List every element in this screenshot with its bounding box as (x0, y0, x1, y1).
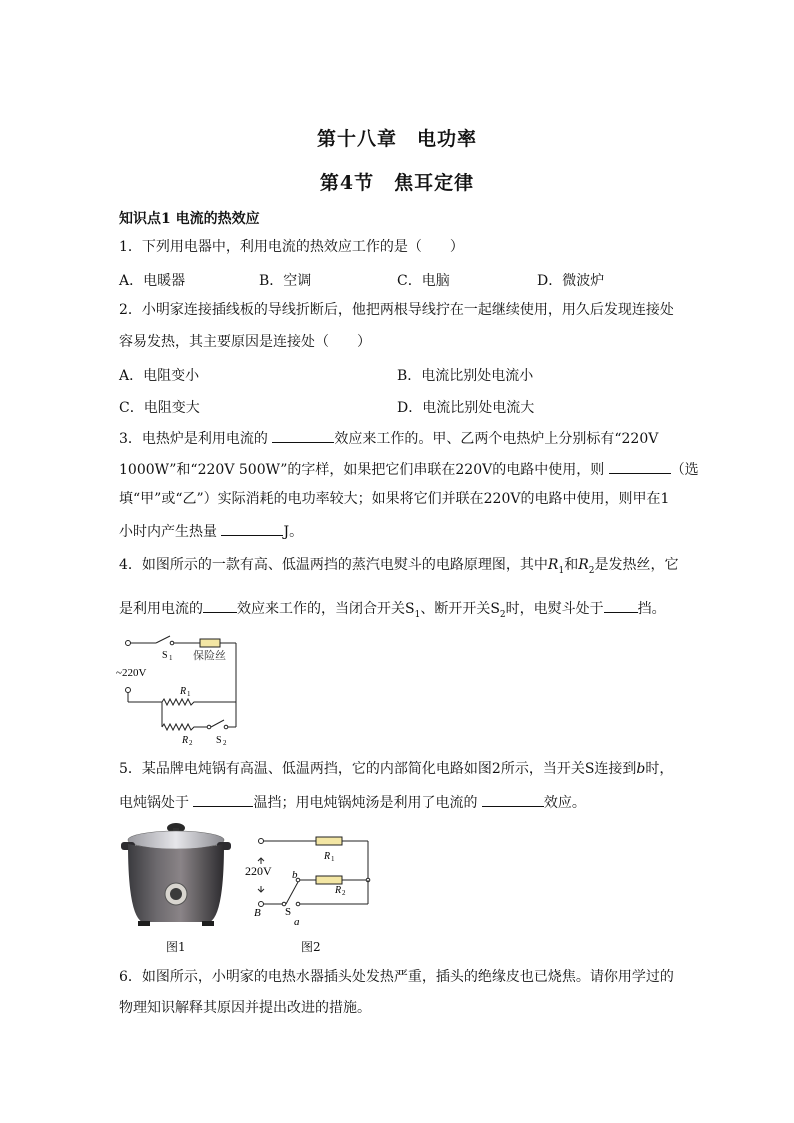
q3-text: 3．电热炉是利用电流的 (119, 431, 273, 447)
fig2-label-B: B (254, 907, 261, 919)
q2-stem-line1: 2．小明家连接插线板的导线折断后，他把两根导线拧在一起继续使用，用久后发现连接处 (119, 302, 674, 318)
q4-blank-2[interactable] (604, 598, 638, 613)
fig4-label-s2: S (216, 735, 222, 746)
q4-text: 和 (564, 557, 579, 573)
q2-option-b: B．电流比别处电流小 (397, 368, 534, 384)
chapter-title: 第十八章 电功率 (316, 128, 477, 150)
q3-blank-3[interactable] (221, 521, 283, 536)
q5-b-symbol: b (636, 761, 646, 777)
q4-blank-1[interactable] (203, 598, 237, 613)
fig2-caption: 图2 (301, 940, 321, 954)
q4-subscript: 2 (499, 609, 506, 620)
fig4-label-r1-sub: 1 (187, 690, 191, 698)
q5-blank-1[interactable] (193, 792, 253, 807)
q3-line4 (119, 521, 303, 541)
q3-blank-2[interactable] (609, 459, 671, 474)
q4-r-symbol: R (578, 557, 589, 573)
fig4-label-r2-sub: 2 (189, 739, 193, 747)
iron-circuit-diagram (112, 630, 247, 748)
fig1-caption: 图1 (166, 940, 186, 954)
fig4-label-s2-sub: 2 (223, 739, 227, 747)
slow-cooker-image (118, 818, 234, 930)
q2-option-d: D．电流比别处电流大 (397, 400, 535, 416)
q4-text: 、断开开关S (420, 601, 500, 617)
q4-line2 (119, 598, 666, 624)
q5-line1 (119, 760, 673, 778)
fig2-label-S: S (285, 906, 292, 918)
cooker-circuit-diagram (240, 826, 380, 934)
q4-text: 时，电熨斗处于 (505, 601, 604, 617)
section-title: 第4节 焦耳定律 (319, 172, 475, 194)
fig2-label-r1-sub: 1 (331, 855, 335, 863)
q5-text: 效应。 (543, 795, 586, 811)
q6-line1: 6．如图所示，小明家的电热水器插头处发热严重，插头的绝缘皮也已烧焦。请你用学过的 (119, 969, 674, 985)
fig2-label-r2: R (335, 885, 342, 896)
q2-stem-line2: 容易发热，其主要原因是连接处（ ） (119, 334, 371, 350)
q2-option-a: A．电阻变小 (119, 368, 200, 384)
fig4-label-s1-sub: 1 (169, 654, 173, 662)
q3-blank-1[interactable] (272, 428, 334, 443)
q1-option-c: C．电脑 (397, 273, 450, 289)
q3-text: J。 (283, 524, 304, 540)
q4-r-symbol: R (547, 557, 559, 573)
fig4-label-s1: S (162, 650, 168, 661)
q3-text: （选 (670, 462, 699, 478)
fig4-label-fuse: 保险丝 (193, 650, 226, 662)
fig2-label-b: b (292, 869, 298, 881)
q3-text: 小时内产生热量 (119, 524, 222, 540)
q1-option-d: D．微波炉 (537, 273, 605, 289)
q2-option-c: C．电阻变大 (119, 400, 200, 416)
q6-line2: 物理知识解释其原因并提出改进的措施。 (119, 1000, 371, 1016)
q4-text: 是利用电流的 (119, 601, 203, 617)
q1-stem: 1．下列用电器中，利用电流的热效应工作的是（ ） (119, 239, 464, 255)
q5-text: 5．某品牌电炖锅有高温、低温两挡，它的内部简化电路如图2所示，当开关S连接到 (119, 761, 637, 777)
fig2-label-voltage: 220V (245, 864, 272, 878)
q3-text: 1000W”和“220V 500W”的字样，如果把它们串联在220V的电路中使用，则 (119, 462, 609, 478)
q5-blank-2[interactable] (482, 792, 544, 807)
q3-line2 (119, 459, 699, 479)
q4-subscript: 1 (558, 565, 565, 576)
q4-text: 效应来工作的，当闭合开关S (237, 601, 415, 617)
fig2-label-r2-sub: 2 (342, 889, 346, 897)
q3-text: 效应来工作的。甲、乙两个电热炉上分别标有“220V (334, 431, 659, 447)
q4-subscript: 1 (414, 609, 421, 620)
q5-text: 时， (645, 761, 674, 777)
q4-text: 4．如图所示的一款有高、低温两挡的蒸汽电熨斗的电路原理图，其中 (119, 557, 548, 573)
q4-text: 是发热丝，它 (594, 557, 679, 573)
q3-line3: 填“甲”或“乙”）实际消耗的电功率较大；如果将它们并联在220V的电路中使用，则甲在1 (119, 491, 670, 507)
fig4-label-voltage: ~220V (116, 667, 147, 679)
knowledge-point-heading: 知识点1 电流的热效应 (119, 211, 260, 227)
q3-line1 (119, 428, 658, 448)
fig2-label-a: a (294, 916, 300, 928)
q4-subscript: 2 (588, 565, 595, 576)
q1-option-a: A．电暖器 (119, 273, 186, 289)
q4-text: 挡。 (637, 601, 666, 617)
q4-line1 (119, 556, 678, 580)
q5-line2 (119, 792, 586, 812)
fig4-label-r2: R (182, 735, 189, 746)
q1-option-b: B．空调 (259, 273, 312, 289)
fig2-label-r1: R (324, 851, 331, 862)
q5-text: 电炖锅处于 (119, 795, 194, 811)
q5-text: 温挡；用电炖锅炖汤是利用了电流的 (253, 795, 482, 811)
fig4-label-r1: R (180, 686, 187, 697)
